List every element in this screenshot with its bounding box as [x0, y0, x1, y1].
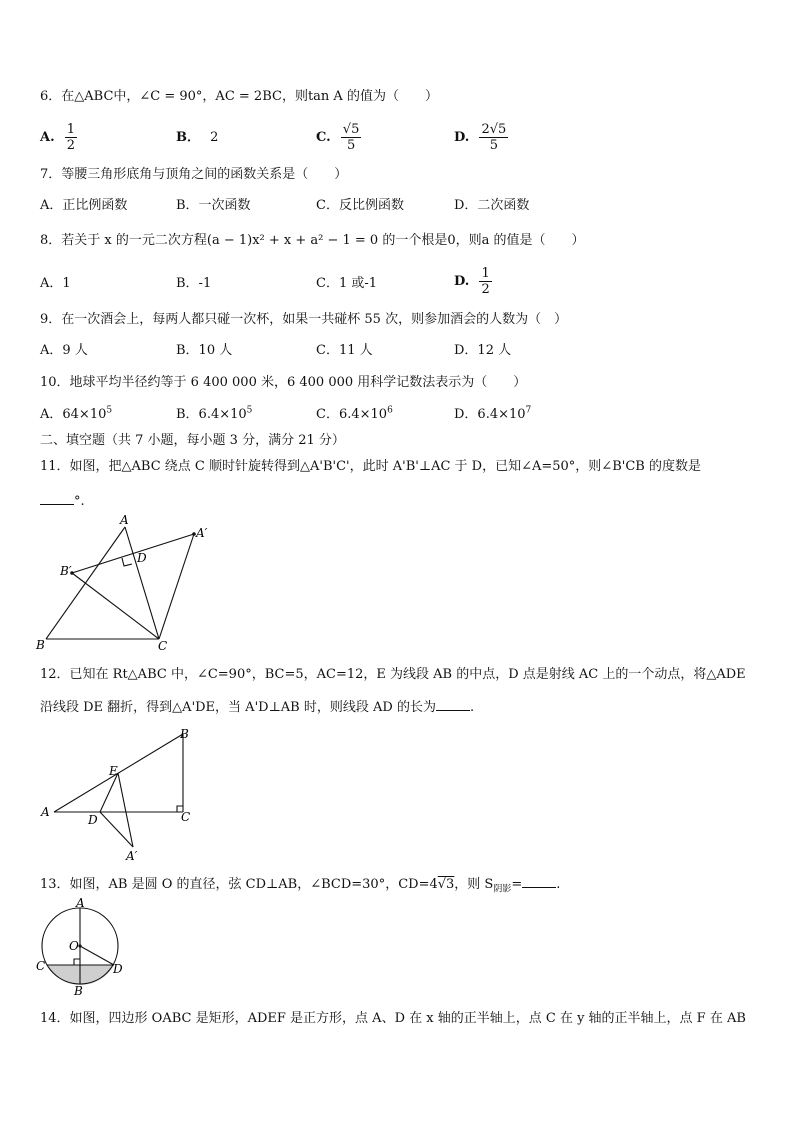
q6-option-b-label: B．	[176, 130, 200, 145]
q12-label-c: C	[181, 810, 191, 824]
q6-option-b[interactable]	[176, 130, 218, 146]
q13-label-d: D	[113, 962, 123, 976]
q13-equals: =	[511, 877, 523, 892]
q11-stem: 11．如图，把△ABC 绕点 C 顺时针旋转得到△A'B'C'，此时 A'B'⊥AC 于 D，已知∠A=50°，则∠B'CB 的度数是	[40, 459, 701, 474]
q6-option-d-fraction	[479, 122, 508, 153]
q13-answer-blank[interactable]	[522, 875, 556, 888]
q7-option-d[interactable]: D．二次函数	[454, 198, 530, 213]
q12-label-a2: A′	[126, 849, 138, 863]
q13-label-c: C	[36, 959, 46, 973]
q6-option-a-label: A.	[40, 130, 55, 145]
q13-radius-od	[80, 946, 114, 965]
q8-option-a[interactable]: A．1	[40, 276, 71, 291]
q14-stem: 14．如图，四边形 OABC 是矩形，ADEF 是正方形，点 A、D 在 x 轴的正半轴上，点 C 在 y 轴的正半轴上，点 F 在 AB	[40, 1011, 746, 1026]
q10-d-base: D．6.4×10	[454, 407, 526, 422]
q11-edge-a2c	[159, 534, 194, 639]
q13-stem-post: ，则 S	[454, 877, 494, 892]
q12-edge-da2	[100, 812, 133, 847]
q11-label-a2: A′	[196, 526, 208, 540]
q13-tail: .	[556, 877, 561, 892]
q13-label-b: B	[74, 984, 83, 998]
q6-c-numerator: √5	[342, 122, 360, 137]
q11-tail: °.	[74, 494, 85, 509]
q13-label-a: A	[76, 898, 85, 910]
q6-d-denominator: 5	[489, 138, 499, 153]
q13-label-o: O	[69, 939, 79, 953]
q11-label-b2: B′	[60, 564, 72, 578]
q9-option-b[interactable]: B．10 人	[176, 343, 233, 358]
q12-label-d: D	[88, 813, 98, 827]
q6-d-numerator: 2√5	[481, 122, 507, 137]
q9-option-d[interactable]: D．12 人	[454, 343, 512, 358]
q10-b-exponent: 5	[246, 405, 253, 416]
q7-stem: 7．等腰三角形底角与顶角之间的函数关系是（ ）	[40, 167, 348, 182]
q10-option-d[interactable]	[454, 407, 531, 423]
q13-stem-pre: 13．如图，AB 是圆 O 的直径，弦 CD⊥AB，∠BCD=30°，CD=4	[40, 877, 438, 892]
q11-label-c: C	[158, 639, 168, 653]
q9-option-c[interactable]: C．11 人	[316, 343, 373, 358]
q6-a-denominator: 2	[66, 138, 76, 153]
q10-c-exponent: 6	[387, 405, 393, 416]
q6-option-a[interactable]	[40, 122, 77, 153]
q11-edge-ac	[125, 527, 159, 639]
q11-figure	[34, 512, 224, 654]
q10-stem: 10．地球平均半径约等于 6 400 000 米，6 400 000 用科学记数法表示为（ ）	[40, 375, 527, 390]
q12-label-a: A	[41, 805, 50, 819]
q10-b-base: B．6.4×10	[176, 407, 247, 422]
q11-label-a: A	[120, 513, 129, 527]
q6-option-d[interactable]	[454, 122, 508, 153]
q12-stem-line2	[40, 698, 474, 716]
q12-stem2: 沿线段 DE 翻折，得到△A'DE，当 A'D⊥AB 时，则线段 AD 的长为	[40, 700, 436, 715]
q6-option-c-label: C.	[316, 130, 331, 145]
q6-option-c[interactable]	[316, 122, 361, 153]
q8-option-d-fraction	[479, 266, 491, 297]
q6-option-d-label: D.	[454, 130, 470, 145]
q10-a-exponent: 5	[106, 405, 113, 416]
q11-right-angle-mark	[122, 558, 132, 566]
q7-option-b[interactable]: B．一次函数	[176, 198, 251, 213]
q8-stem: 8．若关于 x 的一元二次方程(a − 1)x² + x + a² − 1 = 0 的一个根是0，则a 的值是（ ）	[40, 233, 585, 248]
q12-tail: .	[469, 700, 475, 715]
q8-d-denominator: 2	[481, 282, 490, 297]
q7-option-a[interactable]: A．正比例函数	[40, 198, 128, 213]
q6-option-b-text: 2	[210, 130, 219, 145]
q8-d-numerator: 1	[481, 266, 490, 281]
q12-edge-ea2	[118, 773, 133, 847]
q8-option-d[interactable]	[454, 266, 492, 297]
q12-label-e: E	[109, 764, 118, 778]
q12-label-b: B	[180, 727, 189, 741]
q6-c-denominator: 5	[346, 138, 356, 153]
q13-stem	[40, 875, 560, 898]
q10-option-a[interactable]	[40, 407, 112, 423]
q12-figure	[36, 724, 200, 864]
q6-option-c-fraction	[341, 122, 362, 153]
q8-option-c[interactable]: C．1 或-1	[316, 276, 378, 291]
section-heading: 二、填空题（共 7 小题，每小题 3 分，满分 21 分）	[40, 433, 345, 448]
q10-a-base: A．64×10	[40, 407, 107, 422]
q8-option-b[interactable]: B．-1	[176, 276, 212, 291]
q11-answer-line	[40, 492, 85, 510]
q13-stem-sqrt: √3	[437, 877, 455, 892]
q9-option-a[interactable]: A．9 人	[40, 343, 88, 358]
q11-edge-b2c	[72, 573, 159, 639]
q11-edge-b2a2	[72, 534, 194, 573]
q9-stem: 9．在一次酒会上，每两人都只碰一次杯，如果一共碰杯 55 次，则参加酒会的人数为（ ）	[40, 312, 568, 327]
q11-answer-blank[interactable]	[40, 492, 74, 505]
q12-stem-line1: 12．已知在 Rt△ABC 中，∠C=90°，BC=5，AC=12，E 为线段 AB 的中点，D 点是射线 AC 上的一个动点，将△ADE	[40, 667, 746, 682]
q10-d-exponent: 7	[525, 405, 532, 416]
q10-option-b[interactable]	[176, 407, 252, 423]
q10-c-base: C．6.4×10	[316, 407, 388, 422]
q13-figure	[34, 898, 126, 998]
q10-option-c[interactable]	[316, 407, 393, 423]
q11-label-d: D	[137, 551, 147, 565]
q8-option-d-label: D.	[454, 274, 470, 289]
q12-answer-blank[interactable]	[436, 698, 470, 711]
q11-label-b: B	[36, 638, 45, 652]
q13-right-angle-mark	[74, 959, 80, 965]
q7-option-c[interactable]: C．反比例函数	[316, 198, 404, 213]
q13-subscript: 阴影	[493, 884, 512, 895]
q6-stem: 6．在△ABC中，∠C = 90°，AC = 2BC，则tan A 的值为（ ）	[40, 89, 438, 104]
q13-center-point	[78, 944, 81, 947]
q6-a-numerator: 1	[66, 122, 76, 137]
q6-option-a-fraction	[65, 122, 77, 153]
